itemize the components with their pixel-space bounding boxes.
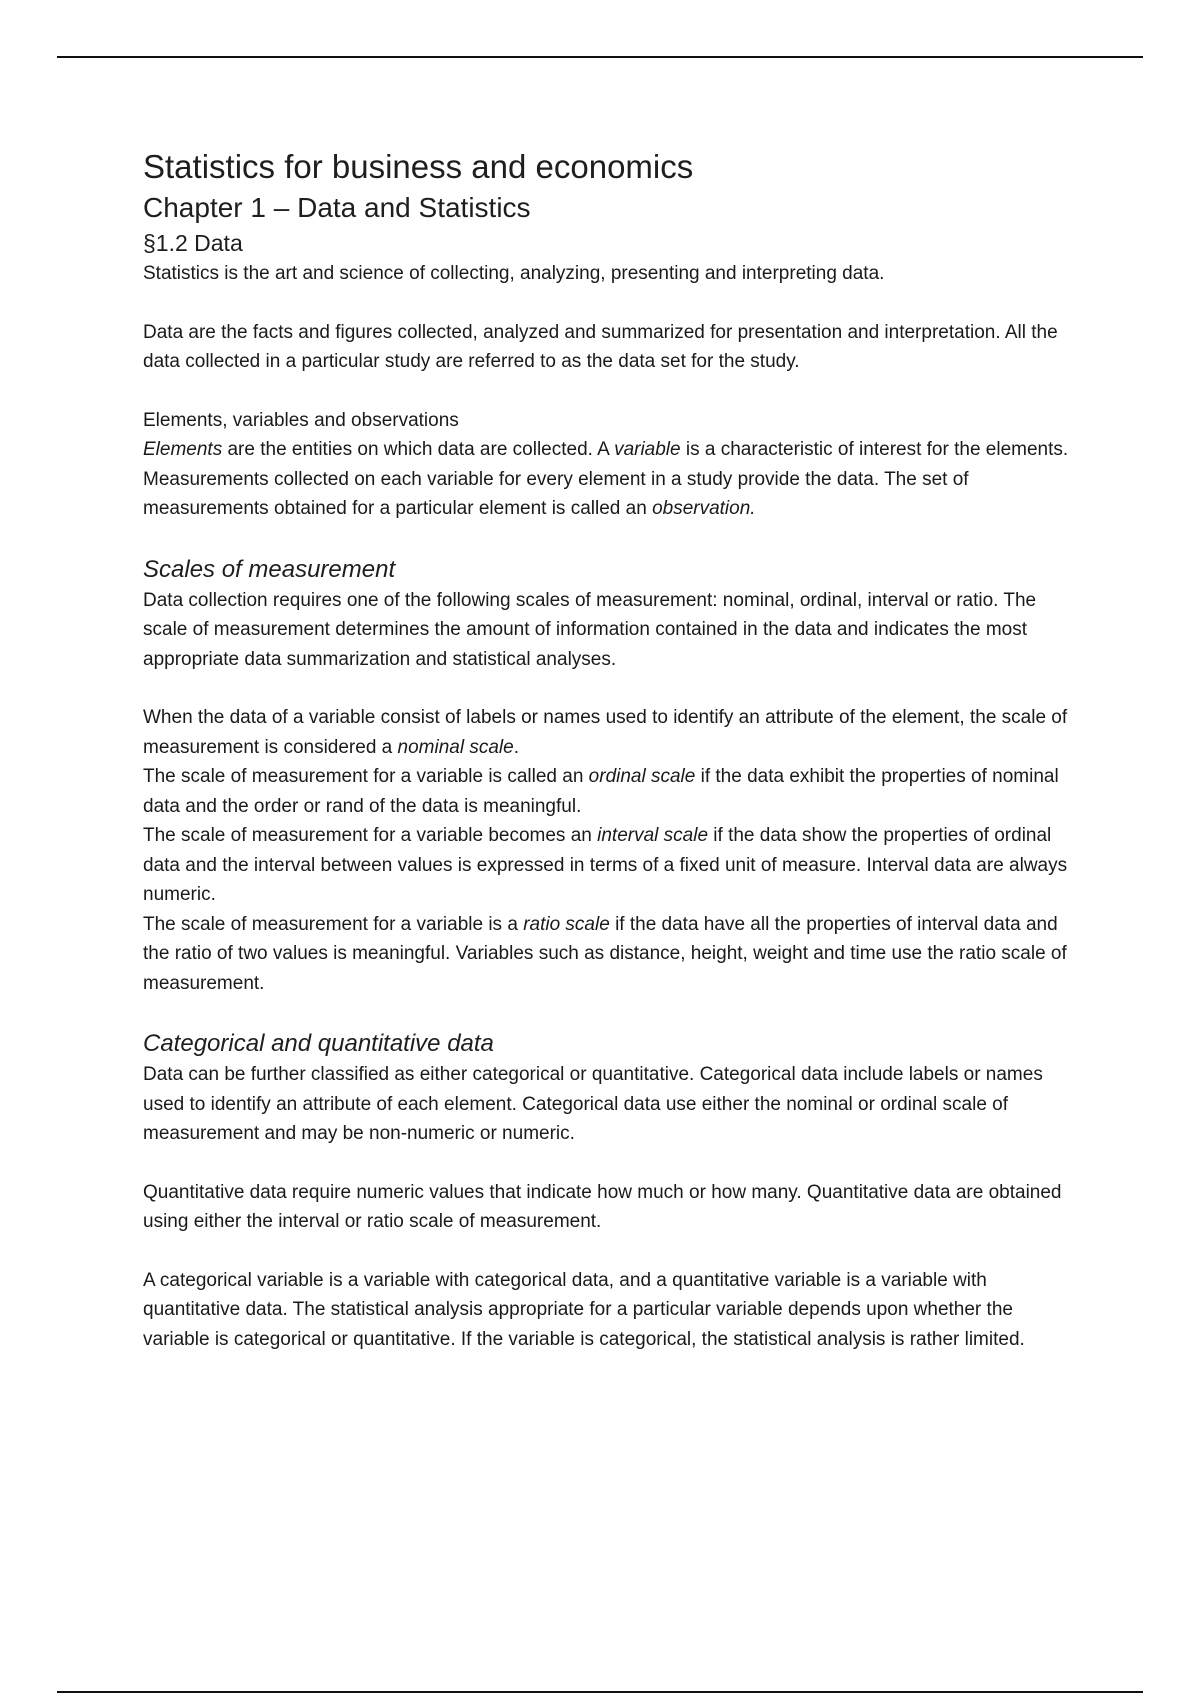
chapter-heading: Chapter 1 – Data and Statistics [143,192,531,223]
data-definition-paragraph: Data are the facts and figures collected, analyzed and summarized for presentation and interpretation. All the data collected in a particular study are referred to as the data set for the study. [143,321,1058,372]
spacer [143,998,1073,1027]
term-elements: Elements [143,439,223,460]
interval-paragraph [143,821,1073,910]
text-run: When the data of a variable consist of labels or names used to identify an attribute of the element, the scale of measurement is considered a [143,707,1068,758]
spacer [143,1149,1073,1178]
text-run: if the data show the properties of ordinal data and the interval between values is expressed in terms of a fixed unit of measure. Interval data are always numeric. [143,825,1068,905]
term-ordinal-scale: ordinal scale [588,766,696,787]
text-run: The scale of measurement for a variable is a [143,913,524,935]
text-run: are the entities on which data are collected. A [222,439,615,460]
bottom-rule [57,1691,1143,1693]
scales-heading: Scales of measurement [143,555,396,583]
page-content [143,145,1073,1354]
document-title: Statistics for business and economics [143,148,694,185]
categorical-paragraph-1: Data can be further classified as either categorical or quantitative. Categorical data include labels or names used to identify an attribute of each element. Categorical data use either the nominal or ordinal scale of measurement and may be non-numeric or numeric. [143,1064,1043,1144]
ratio-paragraph [143,910,1073,999]
term-interval-scale: interval scale [597,825,709,846]
spacer [143,289,1073,318]
spacer [143,674,1073,703]
elements-heading: Elements, variables and observations [143,409,459,431]
nominal-paragraph [143,703,1073,762]
text-run: if the data have all the properties of interval data and the ratio of two values is meaningful. Variables such as distance, height, weight and time use the ratio scale of measurement. [143,913,1067,994]
section-heading: §1.2 Data [143,230,243,256]
categorical-heading: Categorical and quantitative data [143,1030,494,1057]
intro-paragraph: Statistics is the art and science of collecting, analyzing, presenting and interpreting data. [143,263,885,284]
elements-paragraph [143,435,1073,524]
spacer [143,377,1073,406]
text-run: if the data exhibit the properties of nominal data and the order or rand of the data is meaningful. [143,766,1059,817]
text-run: The scale of measurement for a variable is called an [143,766,589,787]
term-nominal-scale: nominal scale [397,736,514,758]
categorical-paragraph-3: A categorical variable is a variable with categorical data, and a quantitative variable is a variable with quantitative data. The statistical analysis appropriate for a particular variable depends upon whether the variable is categorical or quantitative. If the variable is categorical, the statistical analysis is rather limited. [143,1269,1025,1350]
top-rule [57,56,1143,58]
text-run: The scale of measurement for a variable becomes an [143,825,598,846]
spacer [143,524,1073,553]
text-run: . [513,736,519,758]
term-observation: observation. [652,498,756,519]
term-ratio-scale: ratio scale [523,913,610,935]
spacer [143,1237,1073,1266]
categorical-paragraph-2: Quantitative data require numeric values that indicate how much or how many. Quantitative data are obtained using either the interval or ratio scale of measurement. [143,1181,1062,1232]
text-run: is a characteristic of interest for the elements. Measurements collected on each variable for every element in a study provide the data. The set of measurements obtained for a particular element is called an [143,439,1069,519]
term-variable: variable [614,439,681,460]
ordinal-paragraph [143,762,1073,821]
scales-intro-paragraph: Data collection requires one of the following scales of measurement: nominal, ordinal, interval or ratio. The scale of measurement determines the amount of information contained in the data and indicates the most appropriate data summarization and statistical analyses. [143,589,1037,670]
